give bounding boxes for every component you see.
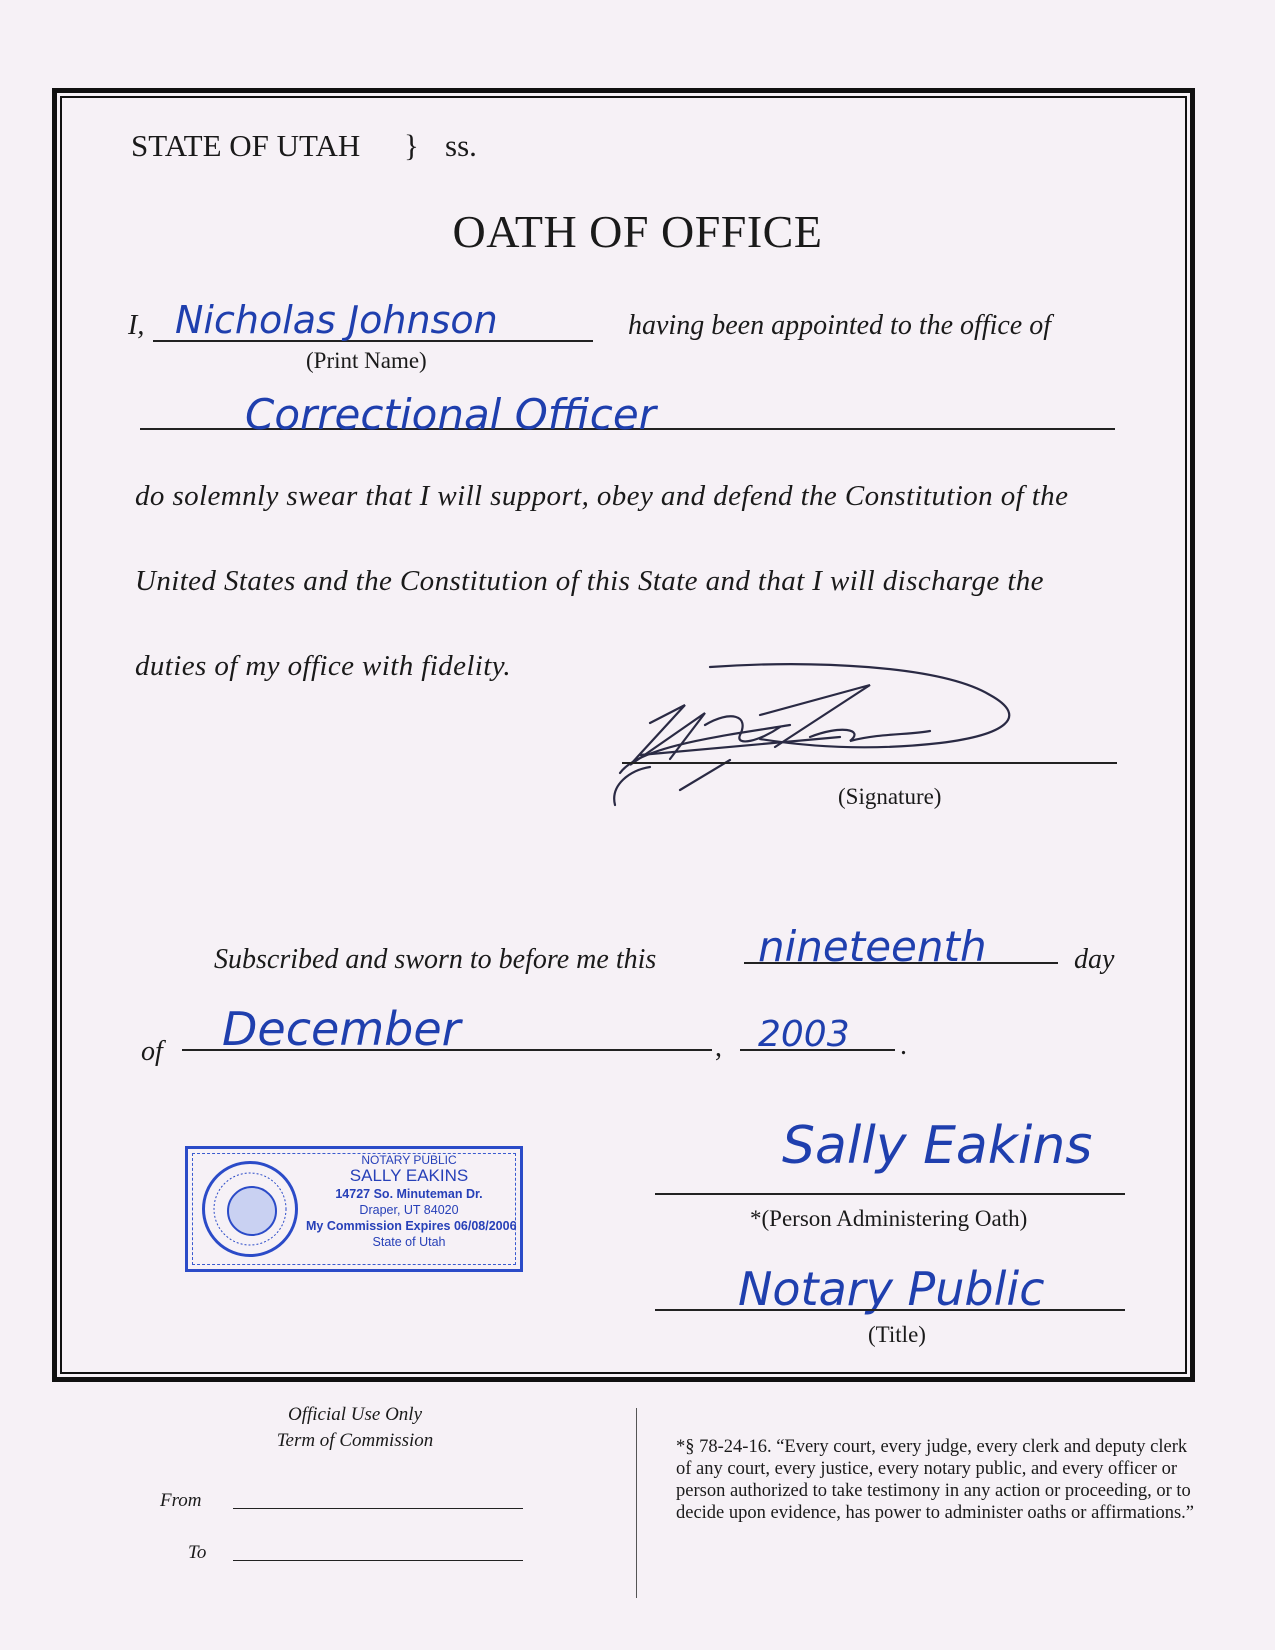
stamp-state: State of Utah <box>372 1235 446 1249</box>
stamp-heading: NOTARY PUBLIC <box>361 1153 457 1167</box>
signature-line <box>622 762 1117 764</box>
handwritten-administrator-signature: Sally Eakins <box>782 1116 1093 1176</box>
from-label: From <box>160 1490 202 1511</box>
seal-ring-icon <box>205 1164 295 1254</box>
of-label: of <box>141 1036 163 1067</box>
administrator-line <box>655 1193 1125 1195</box>
oath-i-label: I, <box>128 310 145 341</box>
document-title: OATH OF OFFICE <box>452 206 823 257</box>
title-line <box>655 1309 1125 1311</box>
day-suffix: day <box>1074 944 1115 975</box>
stamp-commission: My Commission Expires 06/08/2006 <box>306 1219 517 1233</box>
state-seal <box>202 1161 298 1257</box>
to-line <box>233 1560 523 1561</box>
month-comma: , <box>715 1032 722 1063</box>
handwritten-month: December <box>222 1002 461 1056</box>
notary-stamp <box>185 1146 523 1272</box>
oath-body-line-2: United States and the Constitution of this State and that I will discharge the <box>135 565 1044 597</box>
stamp-address-1: 14727 So. Minuteman Dr. <box>335 1187 483 1201</box>
handwritten-day: nineteenth <box>758 922 987 971</box>
venue-state: STATE OF UTAH <box>131 128 361 163</box>
venue-brace: } <box>404 128 419 163</box>
stamp-notary-name: SALLY EAKINS <box>349 1166 469 1185</box>
footer-divider <box>636 1408 637 1598</box>
handwritten-title: Notary Public <box>738 1262 1045 1316</box>
from-line <box>233 1508 523 1509</box>
print-name-caption: (Print Name) <box>306 348 427 373</box>
title-caption: (Title) <box>868 1322 926 1347</box>
subscribed-text: Subscribed and sworn to before me this <box>214 944 657 975</box>
to-label: To <box>188 1542 207 1563</box>
handwritten-year: 2003 <box>758 1014 850 1055</box>
venue-ss: ss. <box>445 128 477 163</box>
oath-body-line-3: duties of my office with fidelity. <box>135 650 512 682</box>
handwritten-office: Correctional Officer <box>245 390 656 439</box>
stamp-address-2: Draper, UT 84020 <box>359 1203 459 1217</box>
administrator-caption: *(Person Administering Oath) <box>750 1206 1028 1231</box>
year-period: . <box>900 1030 907 1061</box>
handwritten-name: Nicholas Johnson <box>175 298 498 342</box>
term-of-commission-label: Term of Commission <box>276 1430 434 1451</box>
having-appointed-text: having been appointed to the office of <box>628 310 1052 341</box>
oath-body-line-1: do solemnly swear that I will support, obey and defend the Constitution of the <box>135 480 1069 512</box>
statute-footnote: *§ 78-24-16. “Every court, every judge, every clerk and deputy clerk of any court, every justice, every notary public, and every officer or person authorized to take testimony in any action or proceeding, or to decide upon evidence, has power to administer oaths or affirmations.” <box>676 1437 1195 1523</box>
signature-caption: (Signature) <box>838 784 942 809</box>
official-use-label: Official Use Only <box>287 1404 423 1425</box>
